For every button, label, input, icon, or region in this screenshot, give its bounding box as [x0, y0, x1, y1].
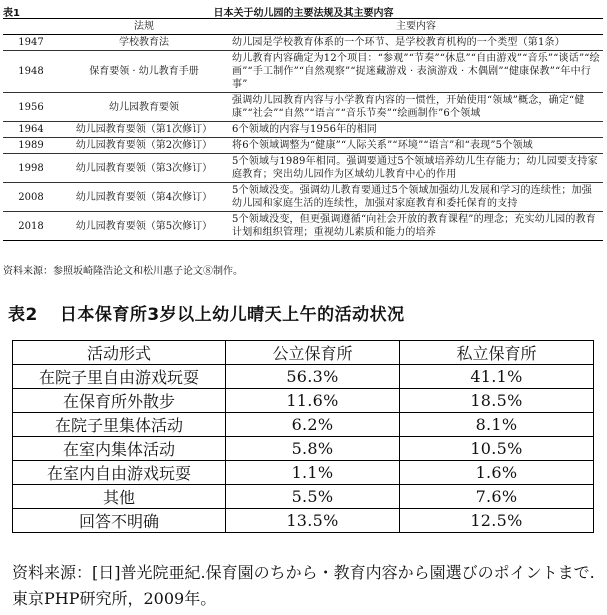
table2-row: [13, 485, 594, 509]
table1-cell-year: 1948: [18, 66, 44, 77]
table2-cell-private: 7.6%: [400, 485, 594, 509]
table1-cell-law: 幼儿园教育要领: [109, 101, 179, 113]
table1-row: [3, 35, 603, 51]
table1-label: 表1: [3, 8, 20, 19]
table1-source: 资料来源：参照坂崎隆浩论文和松川惠子论文⑧制作。: [3, 266, 243, 277]
table2-cell-activity: 在室内集体活动: [13, 437, 226, 461]
table1-header-content: 主要内容: [229, 19, 603, 35]
table1-row: [3, 122, 603, 138]
table2-title-text: 日本保育所3岁以上幼儿晴天上午的活动状况: [59, 305, 405, 325]
table2-row: [13, 365, 594, 389]
table1-row: [3, 93, 603, 122]
table1-cell-year: 1956: [18, 101, 44, 113]
table2-cell-activity: 回答不明确: [13, 509, 226, 533]
table2-cell-activity: 其他: [13, 485, 226, 509]
table1-cell-content: 6个领域的内容与1956年的相同: [232, 124, 378, 135]
table2-row: [13, 389, 594, 413]
table2: [12, 340, 594, 533]
table2-cell-public: 11.6%: [226, 389, 400, 413]
table1-cell-content: 将6个领域调整为“健康”“人际关系”“环境”“语言”和“表现”5个领域: [232, 140, 533, 151]
table2-cell-public: 6.2%: [226, 413, 400, 437]
table2-cell-private: 18.5%: [400, 389, 594, 413]
table1-row: [3, 138, 603, 154]
table2-row: [13, 413, 594, 437]
table2-cell-activity: 在保育所外散步: [13, 389, 226, 413]
table2-row: [13, 437, 594, 461]
table1-cell-content: 5个领域没变。强调幼儿教育要通过5个领域加强幼儿发展和学习的连续性；加强幼儿园和家庭生活的连续性，加强对家庭教育和委托保育的支持: [232, 185, 592, 209]
table2-cell-activity: 在院子里自由游戏玩耍: [13, 365, 226, 389]
table2-cell-public: 1.1%: [226, 461, 400, 485]
table1-cell-year: 1998: [18, 162, 44, 174]
table1-title: 日本关于幼儿园的主要法规及其主要内容: [213, 8, 394, 19]
table2-row: [13, 509, 594, 533]
table2-row: [13, 461, 594, 485]
table2-cell-private: 41.1%: [400, 365, 594, 389]
table2-cell-private: 8.1%: [400, 413, 594, 437]
table1-cell-law: 幼儿园教育要领（第4次修订）: [75, 191, 213, 203]
table2-title: [8, 300, 405, 325]
table1-cell-law: 幼儿园教育要领（第3次修订）: [75, 162, 213, 174]
table1-cell-year: 1947: [18, 37, 44, 48]
table1-cell-year: 2018: [18, 220, 44, 232]
table1-cell-content: 5个领域与1989年相同。强调要通过5个领域培养幼儿生存能力；幼儿园要支持家庭教育；突出幼儿园作为区域幼儿教育中心的作用: [232, 156, 598, 180]
table2-header-row: [13, 341, 594, 365]
table1-row: [3, 212, 603, 241]
table2-cell-public: 5.5%: [226, 485, 400, 509]
table1-row: [3, 154, 603, 183]
table1-header-row: [3, 19, 603, 35]
table1-cell-law: 学校教育法: [119, 37, 169, 48]
table1-header-law: 法规: [59, 19, 229, 35]
table2-cell-activity: 在室内自由游戏玩耍: [13, 461, 226, 485]
table2-cell-private: 10.5%: [400, 437, 594, 461]
table2-header-private: 私立保育所: [400, 341, 594, 365]
table1-cell-year: 2008: [18, 191, 44, 203]
table1-row: [3, 183, 603, 212]
table2-title-number: 表2: [8, 305, 38, 325]
table1-cell-law: 幼儿园教育要领（第2次修订）: [75, 140, 213, 151]
table2-header-public: 公立保育所: [226, 341, 400, 365]
table2-source: 资料来源：[日]普光院亜紀.保育園のちから・教育内容から園選びのポイントまで.東京PHP研究所，2009年。: [12, 563, 595, 608]
table1-cell-content: 强调幼儿园教育内容与小学教育内容的一惯性，开始使用“领域”概念，确定“健康”“社会”“自然”“语言”“音乐节奏”“绘画制作”6个领域: [232, 95, 585, 119]
table2-cell-private: 12.5%: [400, 509, 594, 533]
table1-cell-law: 幼儿园教育要领（第5次修订）: [75, 220, 213, 232]
table2-cell-public: 56.3%: [226, 365, 400, 389]
table1-header-year: [3, 19, 59, 35]
table1-cell-content: 幼儿园是学校教育体系的一个环节、是学校教育机构的一个类型（第1条）: [232, 37, 565, 48]
table1-cell-law: 保育要领 · 幼儿教育手册: [89, 66, 199, 77]
table1-row: [3, 51, 603, 93]
table2-header-activity: 活动形式: [13, 341, 226, 365]
table1-cell-content: 幼儿教育内容确定为12个项目：“参观”“节奏”“休息”“自由游戏”“音乐”“谈话”“绘画”“手工制作”“自然观察”“捉迷藏游戏 · 表演游戏 · 木偶剧”“健康保教”“年中行事”: [232, 53, 600, 90]
table1-cell-year: 1989: [18, 140, 44, 151]
table1: [3, 18, 603, 241]
table1-cell-year: 1964: [18, 124, 44, 135]
table2-cell-activity: 在院子里集体活动: [13, 413, 226, 437]
table2-cell-public: 13.5%: [226, 509, 400, 533]
table1-cell-law: 幼儿园教育要领（第1次修订）: [75, 124, 213, 135]
table1-cell-content: 5个领域没变，但更强调遵循“向社会开放的教育课程”的理念；充实幼儿园的教育计划和组织管理；重视幼儿素质和能力的培养: [232, 214, 596, 238]
table2-cell-private: 1.6%: [400, 461, 594, 485]
table2-cell-public: 5.8%: [226, 437, 400, 461]
